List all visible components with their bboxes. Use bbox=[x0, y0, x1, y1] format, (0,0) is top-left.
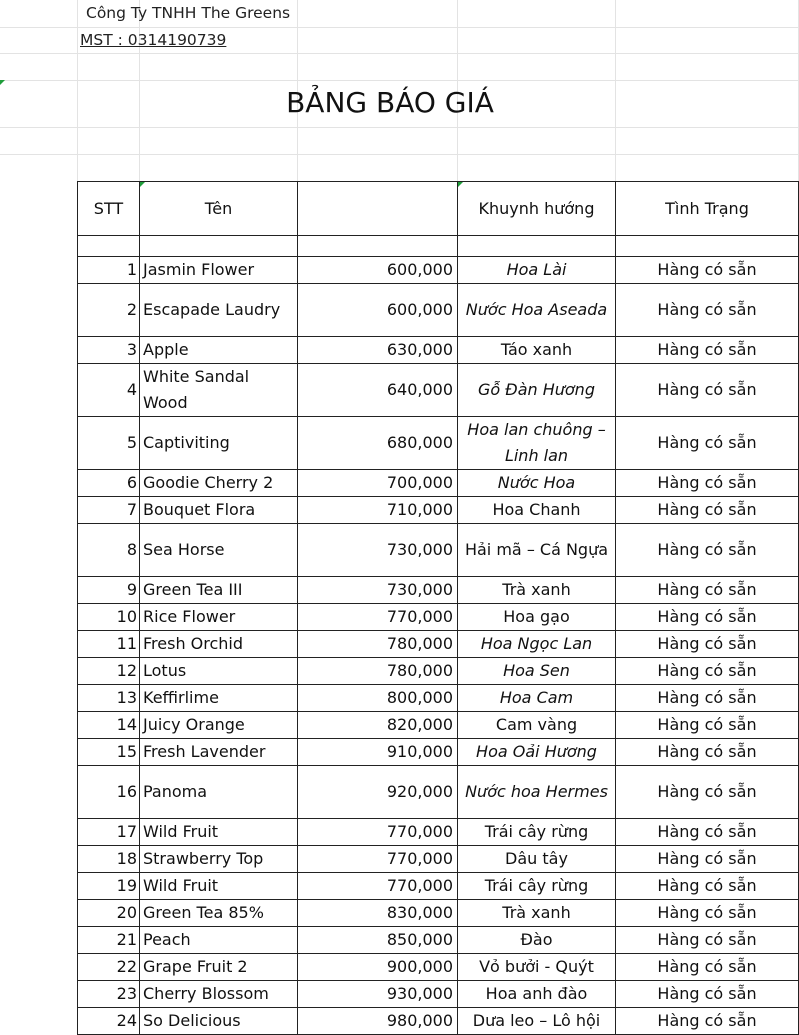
cell-stt: 9 bbox=[78, 577, 140, 604]
cell-trend: Hoa anh đào bbox=[458, 981, 616, 1008]
gridline bbox=[0, 27, 799, 28]
cell-name: Jasmin Flower bbox=[140, 257, 298, 284]
cell-stt: 13 bbox=[78, 685, 140, 712]
cell-name: Green Tea 85% bbox=[140, 900, 298, 927]
header-price bbox=[298, 182, 458, 236]
cell-stt: 17 bbox=[78, 819, 140, 846]
cell-stt: 14 bbox=[78, 712, 140, 739]
cell-price: 770,000 bbox=[298, 819, 458, 846]
table-row bbox=[78, 631, 799, 658]
cell-name: Grape Fruit 2 bbox=[140, 954, 298, 981]
cell-stt: 1 bbox=[78, 257, 140, 284]
page-title: BẢNG BÁO GIÁ bbox=[286, 86, 494, 119]
cell-stt: 4 bbox=[78, 364, 140, 417]
cell-name: Wild Fruit bbox=[140, 873, 298, 900]
table-row bbox=[78, 284, 799, 337]
table-row bbox=[78, 819, 799, 846]
cell-status: Hàng có sẵn bbox=[616, 631, 799, 658]
cell-price: 600,000 bbox=[298, 284, 458, 337]
table-row bbox=[78, 417, 799, 470]
cell-stt: 16 bbox=[78, 766, 140, 819]
cell-trend: Nước Hoa bbox=[458, 470, 616, 497]
header-stt: STT bbox=[78, 182, 140, 236]
cell-price: 630,000 bbox=[298, 337, 458, 364]
cell-stt: 7 bbox=[78, 497, 140, 524]
cell-trend: Trà xanh bbox=[458, 900, 616, 927]
cell-trend: Hoa Sen bbox=[458, 658, 616, 685]
cell-trend: Trái cây rừng bbox=[458, 873, 616, 900]
cell-status: Hàng có sẵn bbox=[616, 927, 799, 954]
cell-name: Captiviting bbox=[140, 417, 298, 470]
table-row bbox=[78, 337, 799, 364]
table-row bbox=[78, 470, 799, 497]
cell-name: Sea Horse bbox=[140, 524, 298, 577]
table-row bbox=[78, 604, 799, 631]
cell-status: Hàng có sẵn bbox=[616, 604, 799, 631]
empty-cell bbox=[78, 236, 140, 257]
cell-name: Escapade Laudry bbox=[140, 284, 298, 337]
table-row bbox=[78, 927, 799, 954]
header-status: Tình Trạng bbox=[616, 182, 799, 236]
table-row bbox=[78, 577, 799, 604]
spacer-row bbox=[78, 236, 799, 257]
table-row bbox=[78, 766, 799, 819]
cell-name: Strawberry Top bbox=[140, 846, 298, 873]
header-name: Tên bbox=[140, 182, 298, 236]
cell-stt: 24 bbox=[78, 1008, 140, 1035]
empty-cell bbox=[458, 236, 616, 257]
cell-price: 920,000 bbox=[298, 766, 458, 819]
cell-status: Hàng có sẵn bbox=[616, 981, 799, 1008]
table-row bbox=[78, 658, 799, 685]
cell-name: Fresh Lavender bbox=[140, 739, 298, 766]
cell-status: Hàng có sẵn bbox=[616, 337, 799, 364]
cell-trend: Vỏ bưởi - Quýt bbox=[458, 954, 616, 981]
cell-stt: 20 bbox=[78, 900, 140, 927]
cell-status: Hàng có sẵn bbox=[616, 846, 799, 873]
cell-name: Rice Flower bbox=[140, 604, 298, 631]
cell-name: Wild Fruit bbox=[140, 819, 298, 846]
cell-trend: Hải mã – Cá Ngựa bbox=[458, 524, 616, 577]
cell-trend: Dưa leo – Lô hội bbox=[458, 1008, 616, 1035]
cell-name: Bouquet Flora bbox=[140, 497, 298, 524]
cell-trend: Hoa lan chuông – Linh lan bbox=[458, 417, 616, 470]
cell-status: Hàng có sẵn bbox=[616, 417, 799, 470]
company-name: Công Ty TNHH The Greens bbox=[86, 4, 291, 22]
cell-trend: Trái cây rừng bbox=[458, 819, 616, 846]
cell-name: Cherry Blossom bbox=[140, 981, 298, 1008]
cell-price: 730,000 bbox=[298, 524, 458, 577]
cell-name: Lotus bbox=[140, 658, 298, 685]
cell-stt: 21 bbox=[78, 927, 140, 954]
cell-trend: Hoa Cam bbox=[458, 685, 616, 712]
table-row bbox=[78, 900, 799, 927]
cell-stt: 6 bbox=[78, 470, 140, 497]
table-row bbox=[78, 981, 799, 1008]
cell-status: Hàng có sẵn bbox=[616, 284, 799, 337]
table-row bbox=[78, 364, 799, 417]
cell-price: 780,000 bbox=[298, 658, 458, 685]
cell-status: Hàng có sẵn bbox=[616, 364, 799, 417]
cell-status: Hàng có sẵn bbox=[616, 577, 799, 604]
cell-trend: Nước hoa Hermes bbox=[458, 766, 616, 819]
cell-trend: Hoa Chanh bbox=[458, 497, 616, 524]
cell-name: Goodie Cherry 2 bbox=[140, 470, 298, 497]
cell-name: White Sandal Wood bbox=[140, 364, 298, 417]
cell-name: So Delicious bbox=[140, 1008, 298, 1035]
gridline bbox=[0, 154, 799, 155]
cell-stt: 5 bbox=[78, 417, 140, 470]
cell-price: 770,000 bbox=[298, 873, 458, 900]
table-row bbox=[78, 712, 799, 739]
table-row bbox=[78, 524, 799, 577]
cell-price: 600,000 bbox=[298, 257, 458, 284]
cell-price: 900,000 bbox=[298, 954, 458, 981]
cell-trend: Cam vàng bbox=[458, 712, 616, 739]
cell-status: Hàng có sẵn bbox=[616, 739, 799, 766]
table-row bbox=[78, 954, 799, 981]
tax-id: MST : 0314190739 bbox=[80, 31, 227, 49]
cell-trend: Táo xanh bbox=[458, 337, 616, 364]
cell-price: 640,000 bbox=[298, 364, 458, 417]
cell-stt: 19 bbox=[78, 873, 140, 900]
cell-name: Panoma bbox=[140, 766, 298, 819]
cell-price: 800,000 bbox=[298, 685, 458, 712]
table-row bbox=[78, 497, 799, 524]
header-row bbox=[78, 182, 799, 236]
cell-stt: 12 bbox=[78, 658, 140, 685]
cell-status: Hàng có sẵn bbox=[616, 766, 799, 819]
cell-status: Hàng có sẵn bbox=[616, 658, 799, 685]
cell-marker bbox=[0, 80, 5, 85]
cell-stt: 8 bbox=[78, 524, 140, 577]
cell-status: Hàng có sẵn bbox=[616, 954, 799, 981]
cell-status: Hàng có sẵn bbox=[616, 712, 799, 739]
cell-status: Hàng có sẵn bbox=[616, 524, 799, 577]
cell-trend: Đào bbox=[458, 927, 616, 954]
table-row bbox=[78, 685, 799, 712]
cell-status: Hàng có sẵn bbox=[616, 1008, 799, 1035]
cell-price: 770,000 bbox=[298, 846, 458, 873]
cell-status: Hàng có sẵn bbox=[616, 470, 799, 497]
cell-name: Keffirlime bbox=[140, 685, 298, 712]
cell-stt: 15 bbox=[78, 739, 140, 766]
gridline bbox=[0, 53, 799, 54]
cell-stt: 2 bbox=[78, 284, 140, 337]
cell-status: Hàng có sẵn bbox=[616, 873, 799, 900]
price-table bbox=[77, 181, 799, 1035]
header-trend: Khuynh hướng bbox=[458, 182, 616, 236]
cell-status: Hàng có sẵn bbox=[616, 819, 799, 846]
cell-status: Hàng có sẵn bbox=[616, 685, 799, 712]
cell-price: 770,000 bbox=[298, 604, 458, 631]
table-row bbox=[78, 1008, 799, 1035]
cell-trend: Dâu tây bbox=[458, 846, 616, 873]
cell-stt: 3 bbox=[78, 337, 140, 364]
table-row bbox=[78, 873, 799, 900]
cell-trend: Hoa gạo bbox=[458, 604, 616, 631]
cell-price: 710,000 bbox=[298, 497, 458, 524]
cell-price: 910,000 bbox=[298, 739, 458, 766]
gridline bbox=[0, 80, 799, 81]
cell-trend: Hoa Oải Hương bbox=[458, 739, 616, 766]
table-row bbox=[78, 739, 799, 766]
cell-price: 730,000 bbox=[298, 577, 458, 604]
cell-status: Hàng có sẵn bbox=[616, 900, 799, 927]
cell-name: Peach bbox=[140, 927, 298, 954]
cell-price: 980,000 bbox=[298, 1008, 458, 1035]
cell-trend: Hoa Lài bbox=[458, 257, 616, 284]
cell-status: Hàng có sẵn bbox=[616, 257, 799, 284]
cell-name: Juicy Orange bbox=[140, 712, 298, 739]
empty-cell bbox=[140, 236, 298, 257]
cell-price: 930,000 bbox=[298, 981, 458, 1008]
cell-stt: 10 bbox=[78, 604, 140, 631]
cell-price: 830,000 bbox=[298, 900, 458, 927]
table-row bbox=[78, 846, 799, 873]
cell-name: Green Tea III bbox=[140, 577, 298, 604]
cell-name: Fresh Orchid bbox=[140, 631, 298, 658]
cell-price: 700,000 bbox=[298, 470, 458, 497]
gridline bbox=[0, 127, 799, 128]
empty-cell bbox=[298, 236, 458, 257]
cell-stt: 18 bbox=[78, 846, 140, 873]
cell-trend: Trà xanh bbox=[458, 577, 616, 604]
cell-stt: 22 bbox=[78, 954, 140, 981]
cell-status: Hàng có sẵn bbox=[616, 497, 799, 524]
cell-price: 850,000 bbox=[298, 927, 458, 954]
cell-stt: 23 bbox=[78, 981, 140, 1008]
empty-cell bbox=[616, 236, 799, 257]
cell-trend: Nước Hoa Aseada bbox=[458, 284, 616, 337]
cell-stt: 11 bbox=[78, 631, 140, 658]
cell-trend: Gỗ Đàn Hương bbox=[458, 364, 616, 417]
cell-name: Apple bbox=[140, 337, 298, 364]
cell-trend: Hoa Ngọc Lan bbox=[458, 631, 616, 658]
cell-price: 820,000 bbox=[298, 712, 458, 739]
cell-price: 680,000 bbox=[298, 417, 458, 470]
cell-price: 780,000 bbox=[298, 631, 458, 658]
table-row bbox=[78, 257, 799, 284]
